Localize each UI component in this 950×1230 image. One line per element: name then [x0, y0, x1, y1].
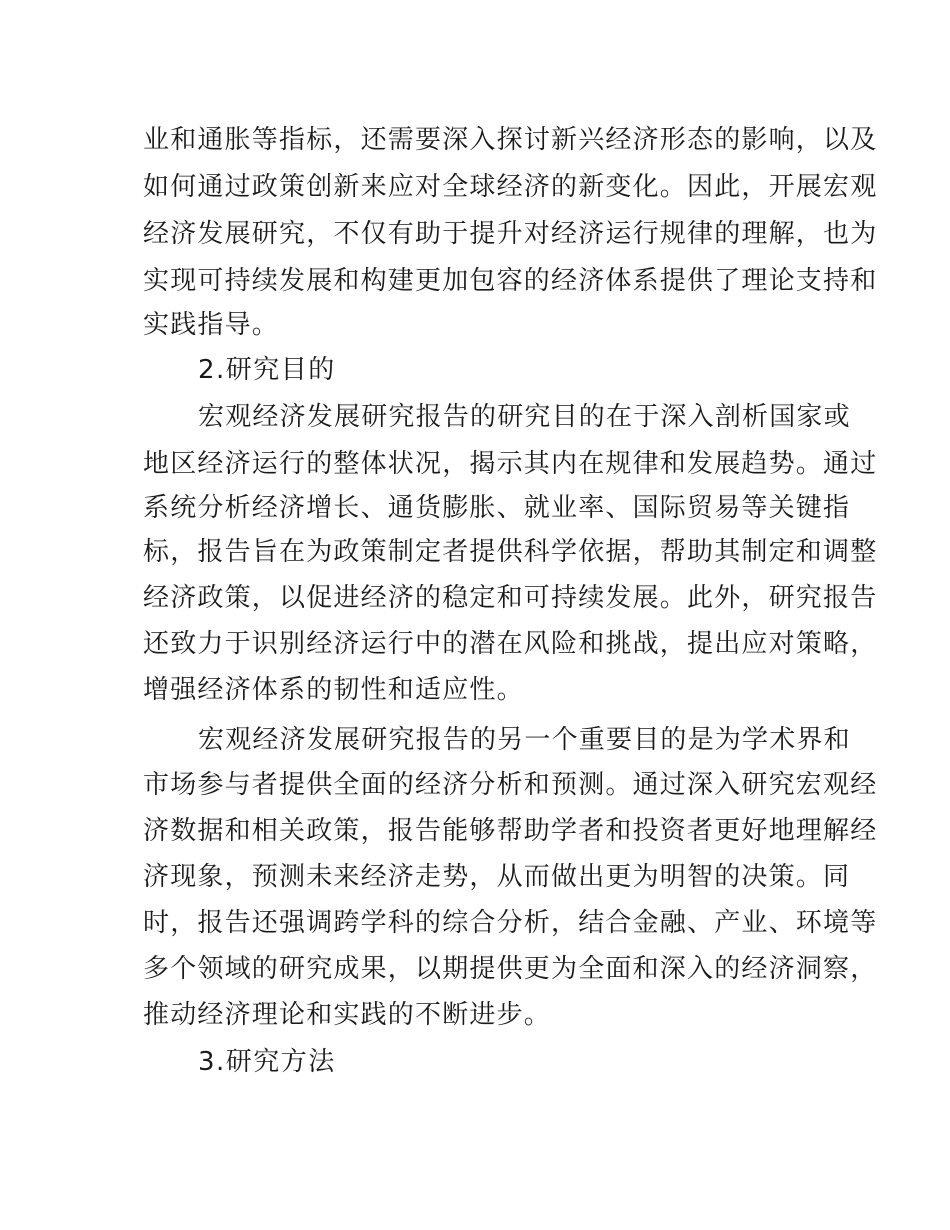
paragraph-2-line-5: 经济政策，以促进经济的稳定和可持续发展。此外，研究报告	[143, 583, 878, 613]
paragraph-2-line-4: 标，报告旨在为政策制定者提供科学依据，帮助其制定和调整	[143, 537, 878, 567]
paragraph-1-line-1: 业和通胀等指标，还需要深入探讨新兴经济形态的影响，以及	[143, 125, 878, 155]
paragraph-2-line-6: 还致力于识别经济运行中的潜在风险和挑战，提出应对策略，	[143, 629, 878, 659]
paragraph-3-line-1: 宏观经济发展研究报告的另一个重要目的是为学术界和	[198, 725, 851, 755]
paragraph-3-line-4: 济现象，预测未来经济走势，从而做出更为明智的决策。同	[143, 862, 851, 892]
paragraph-3-line-3: 济数据和相关政策，报告能够帮助学者和投资者更好地理解经	[143, 816, 878, 846]
section-heading-research-purpose: 2.研究目的	[198, 355, 336, 385]
paragraph-1-line-4: 实现可持续发展和构建更加包容的经济体系提供了理论支持和	[143, 266, 878, 296]
paragraph-3-line-2: 市场参与者提供全面的经济分析和预测。通过深入研究宏观经	[143, 770, 878, 800]
paragraph-2-line-7: 增强经济体系的韧性和适应性。	[143, 675, 524, 705]
paragraph-1-line-2: 如何通过政策创新来应对全球经济的新变化。因此，开展宏观	[143, 172, 878, 202]
paragraph-2-line-2: 地区经济运行的整体状况，揭示其内在规律和发展趋势。通过	[143, 449, 878, 479]
paragraph-2-line-3: 系统分析经济增长、通货膨胀、就业率、国际贸易等关键指	[143, 493, 851, 523]
paragraph-3-line-5: 时，报告还强调跨学科的综合分析，结合金融、产业、环境等	[143, 908, 878, 938]
paragraph-3-line-6: 多个领域的研究成果，以期提供更为全面和深入的经济洞察，	[143, 954, 878, 984]
paragraph-1-line-3: 经济发展研究，不仅有助于提升对经济运行规律的理解，也为	[143, 219, 878, 249]
paragraph-1-line-5: 实践指导。	[143, 310, 280, 340]
paragraph-3-line-7: 推动经济理论和实践的不断进步。	[143, 1000, 552, 1030]
paragraph-2-line-1: 宏观经济发展研究报告的研究目的在于深入剖析国家或	[198, 402, 851, 432]
section-heading-research-method: 3.研究方法	[198, 1047, 336, 1077]
